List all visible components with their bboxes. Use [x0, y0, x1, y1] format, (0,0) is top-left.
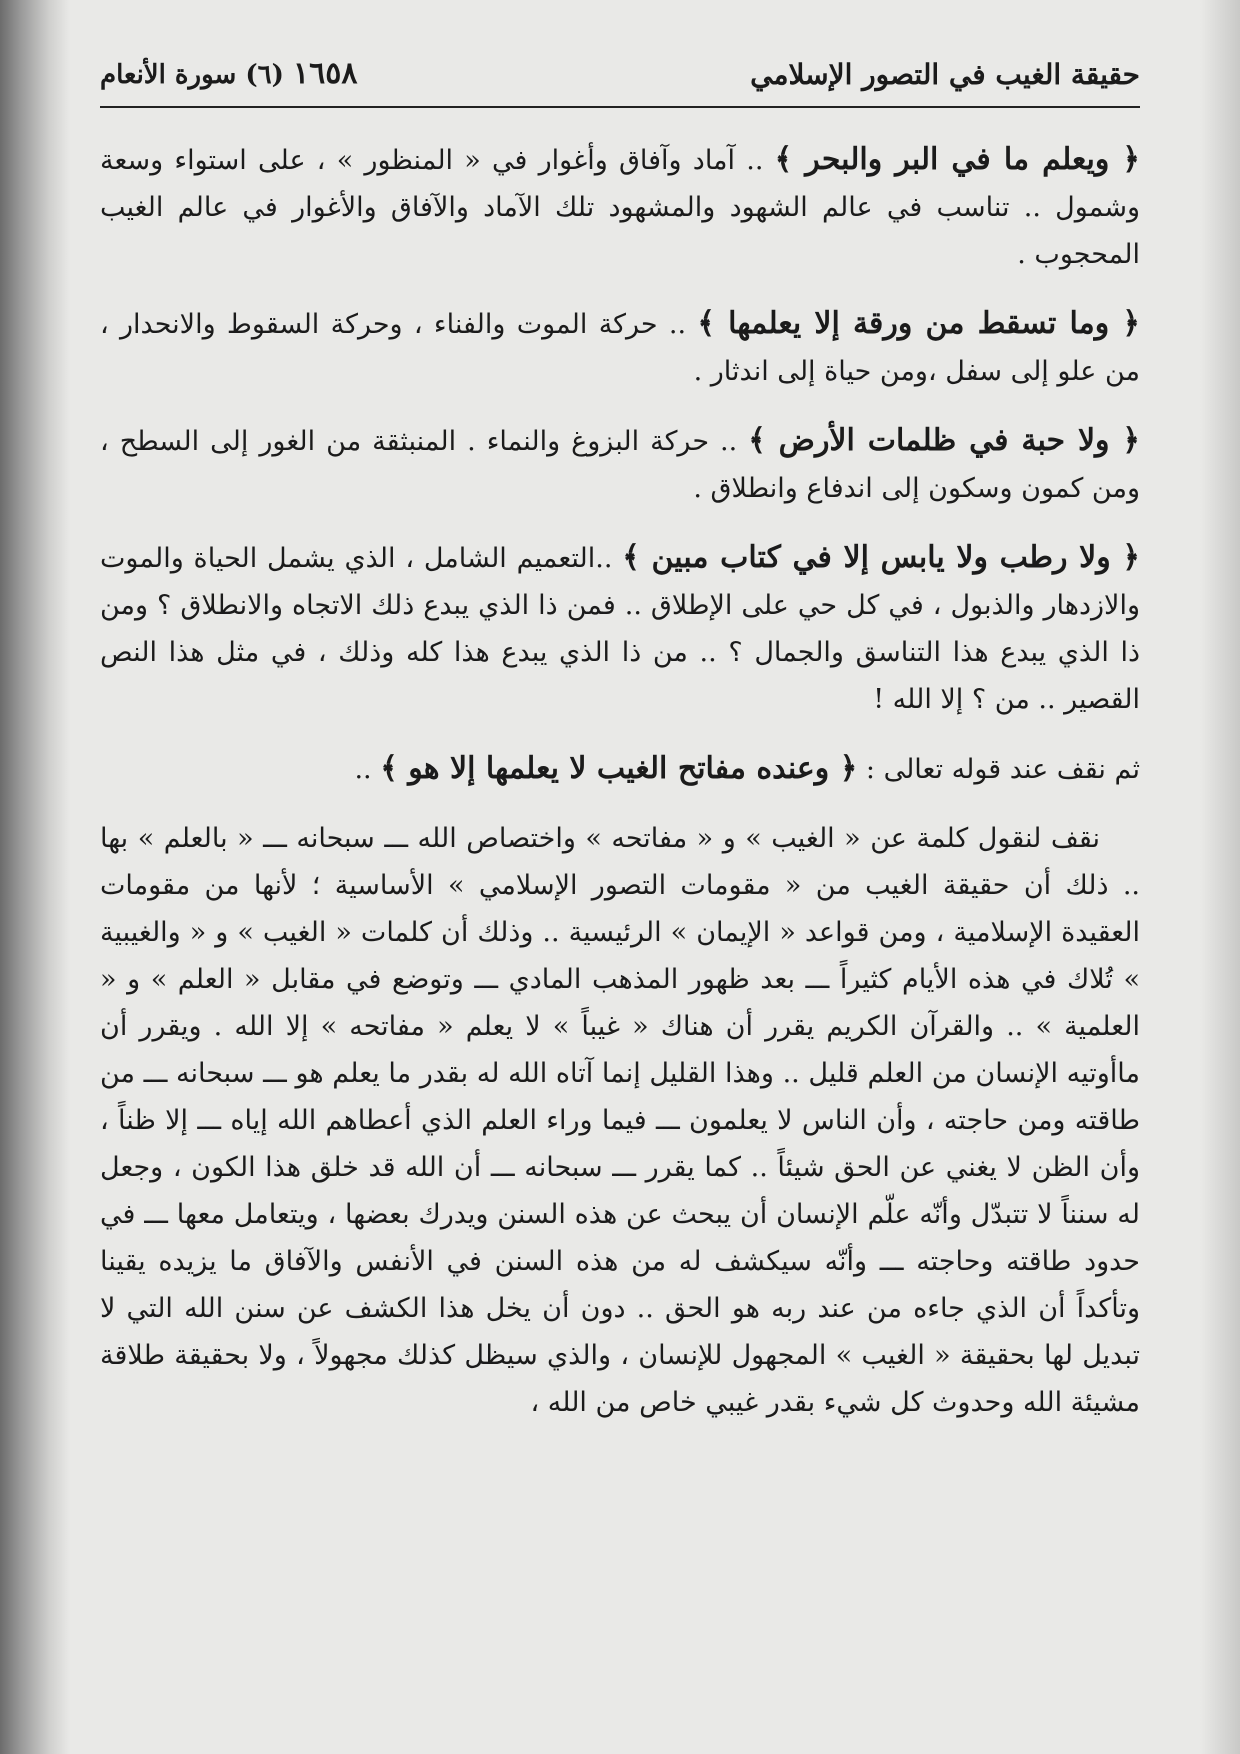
- paragraph-6: [100, 815, 1140, 1426]
- paragraph-prefix: ثم نقف عند قوله تعالى :: [857, 754, 1140, 785]
- page-header: [100, 50, 1140, 108]
- page-number-and-surah: [100, 56, 357, 91]
- paragraph-text: .. حركة الموت والفناء ، وحركة السقوط والانحدار ، من علو إلى سفل ،ومن حياة إلى اندثار .: [100, 309, 1140, 387]
- verse-quote: ﴿ وعنده مفاتح الغيب لا يعلمها إلا هو ﴾: [380, 751, 858, 786]
- paragraph-2: [100, 300, 1140, 395]
- paragraph-text: نقف لنقول كلمة عن « الغيب » و « مفاتحه » واختصاص الله ـــ سبحانه ـــ « بالعلم » بها .. ذلك أن حقيقة الغيب من « مقومات التصور الإسلامي » الأساسية ؛ لأنها من مقومات العقيدة الإسلامية ، ومن قواعد « الإيمان » الرئيسية .. وذلك أن كلمات « الغيب » و « والغيبية » تُلاك في هذه الأيام كثيراً ـــ بعد ظهور المذهب المادي ـــ وتوضع في مقابل « العلم » و « العلمية » .. والقرآن الكريم يقرر أن هناك « غيباً » لا يعلم « مفاتحه » إلا الله . ويقرر أن ماأوتيه الإنسان من العلم قليل .. وهذا القليل إنما آتاه الله له بقدر ما يعلم هو ـــ سبحانه ـــ من طاقته ومن حاجته ، وأن الناس لا يعلمون ـــ فيما وراء العلم الذي أعطاهم الله إياه ـــ إلا ظناً ، وأن الظن لا يغني عن الحق شيئاً .. كما يقرر ـــ سبحانه ـــ أن الله قد خلق هذا الكون ، وجعل له سنناً لا تتبدّل وأنّه علّم الإنسان أن يبحث عن هذه السنن ويدرك بعضها ، ويتعامل معها ـــ في حدود طاقته وحاجته ـــ وأنّه سيكشف له من هذه السنن في الأنفس والآفاق ما يزيده يقينا وتأكداً أن الذي جاءه من عند ربه هو الحق .. دون أن يخل هذا الكشف عن سنن الله التي لا تبديل لها بحقيقة « الغيب » المجهول للإنسان ، والذي سيظل كذلك مجهولاً ، ولا بحقيقة طلاقة مشيئة الله وحدوث كل شيء بقدر غيبي خاص من الله ،: [100, 823, 1140, 1418]
- verse-quote: ﴿ وما تسقط من ورقة إلا يعلمها ﴾: [697, 306, 1140, 341]
- verse-quote: ﴿ ولا رطب ولا يابس إلا في كتاب مبين ﴾: [622, 540, 1140, 575]
- paragraph-1: [100, 136, 1140, 278]
- page-number: ١٦٥٨: [293, 56, 358, 91]
- paragraph-5: [100, 745, 1140, 793]
- page-body: [80, 136, 1140, 1426]
- scan-edge-shadow-right: [1200, 0, 1240, 1754]
- verse-quote: ﴿ ولا حبة في ظلمات الأرض ﴾: [748, 423, 1140, 458]
- verse-quote: ﴿ ويعلم ما في البر والبحر ﴾: [774, 142, 1140, 177]
- scan-edge-shadow: [0, 0, 70, 1754]
- paragraph-text: ..: [354, 754, 381, 785]
- running-title: حقيقة الغيب في التصور الإسلامي: [750, 58, 1140, 91]
- paragraph-3: [100, 417, 1140, 512]
- surah-name: (٦) سورة الأنعام: [100, 60, 284, 90]
- paragraph-text: .. حركة البزوغ والنماء . المنبثقة من الغور إلى السطح ، ومن كمون وسكون إلى اندفاع وانطلاق .: [100, 426, 1140, 504]
- paragraph-text: .. آماد وآفاق وأغوار في « المنظور » ، على استواء وسعة وشمول .. تناسب في عالم الشهود والمشهود تلك الآماد والآفاق والأغوار في عالم الغيب المحجوب .: [100, 145, 1140, 270]
- book-page: [80, 50, 1140, 1740]
- paragraph-text: ..التعميم الشامل ، الذي يشمل الحياة والموت والازدهار والذبول ، في كل حي على الإطلاق .. فمن ذا الذي يبدع ذلك الاتجاه والانطلاق ؟ ومن ذا الذي يبدع هذا التناسق والجمال ؟ .. من ذا الذي يبدع هذا كله وذلك ، في مثل هذا النص القصير .. من ؟ إلا الله !: [100, 543, 1140, 715]
- paragraph-4: [100, 534, 1140, 723]
